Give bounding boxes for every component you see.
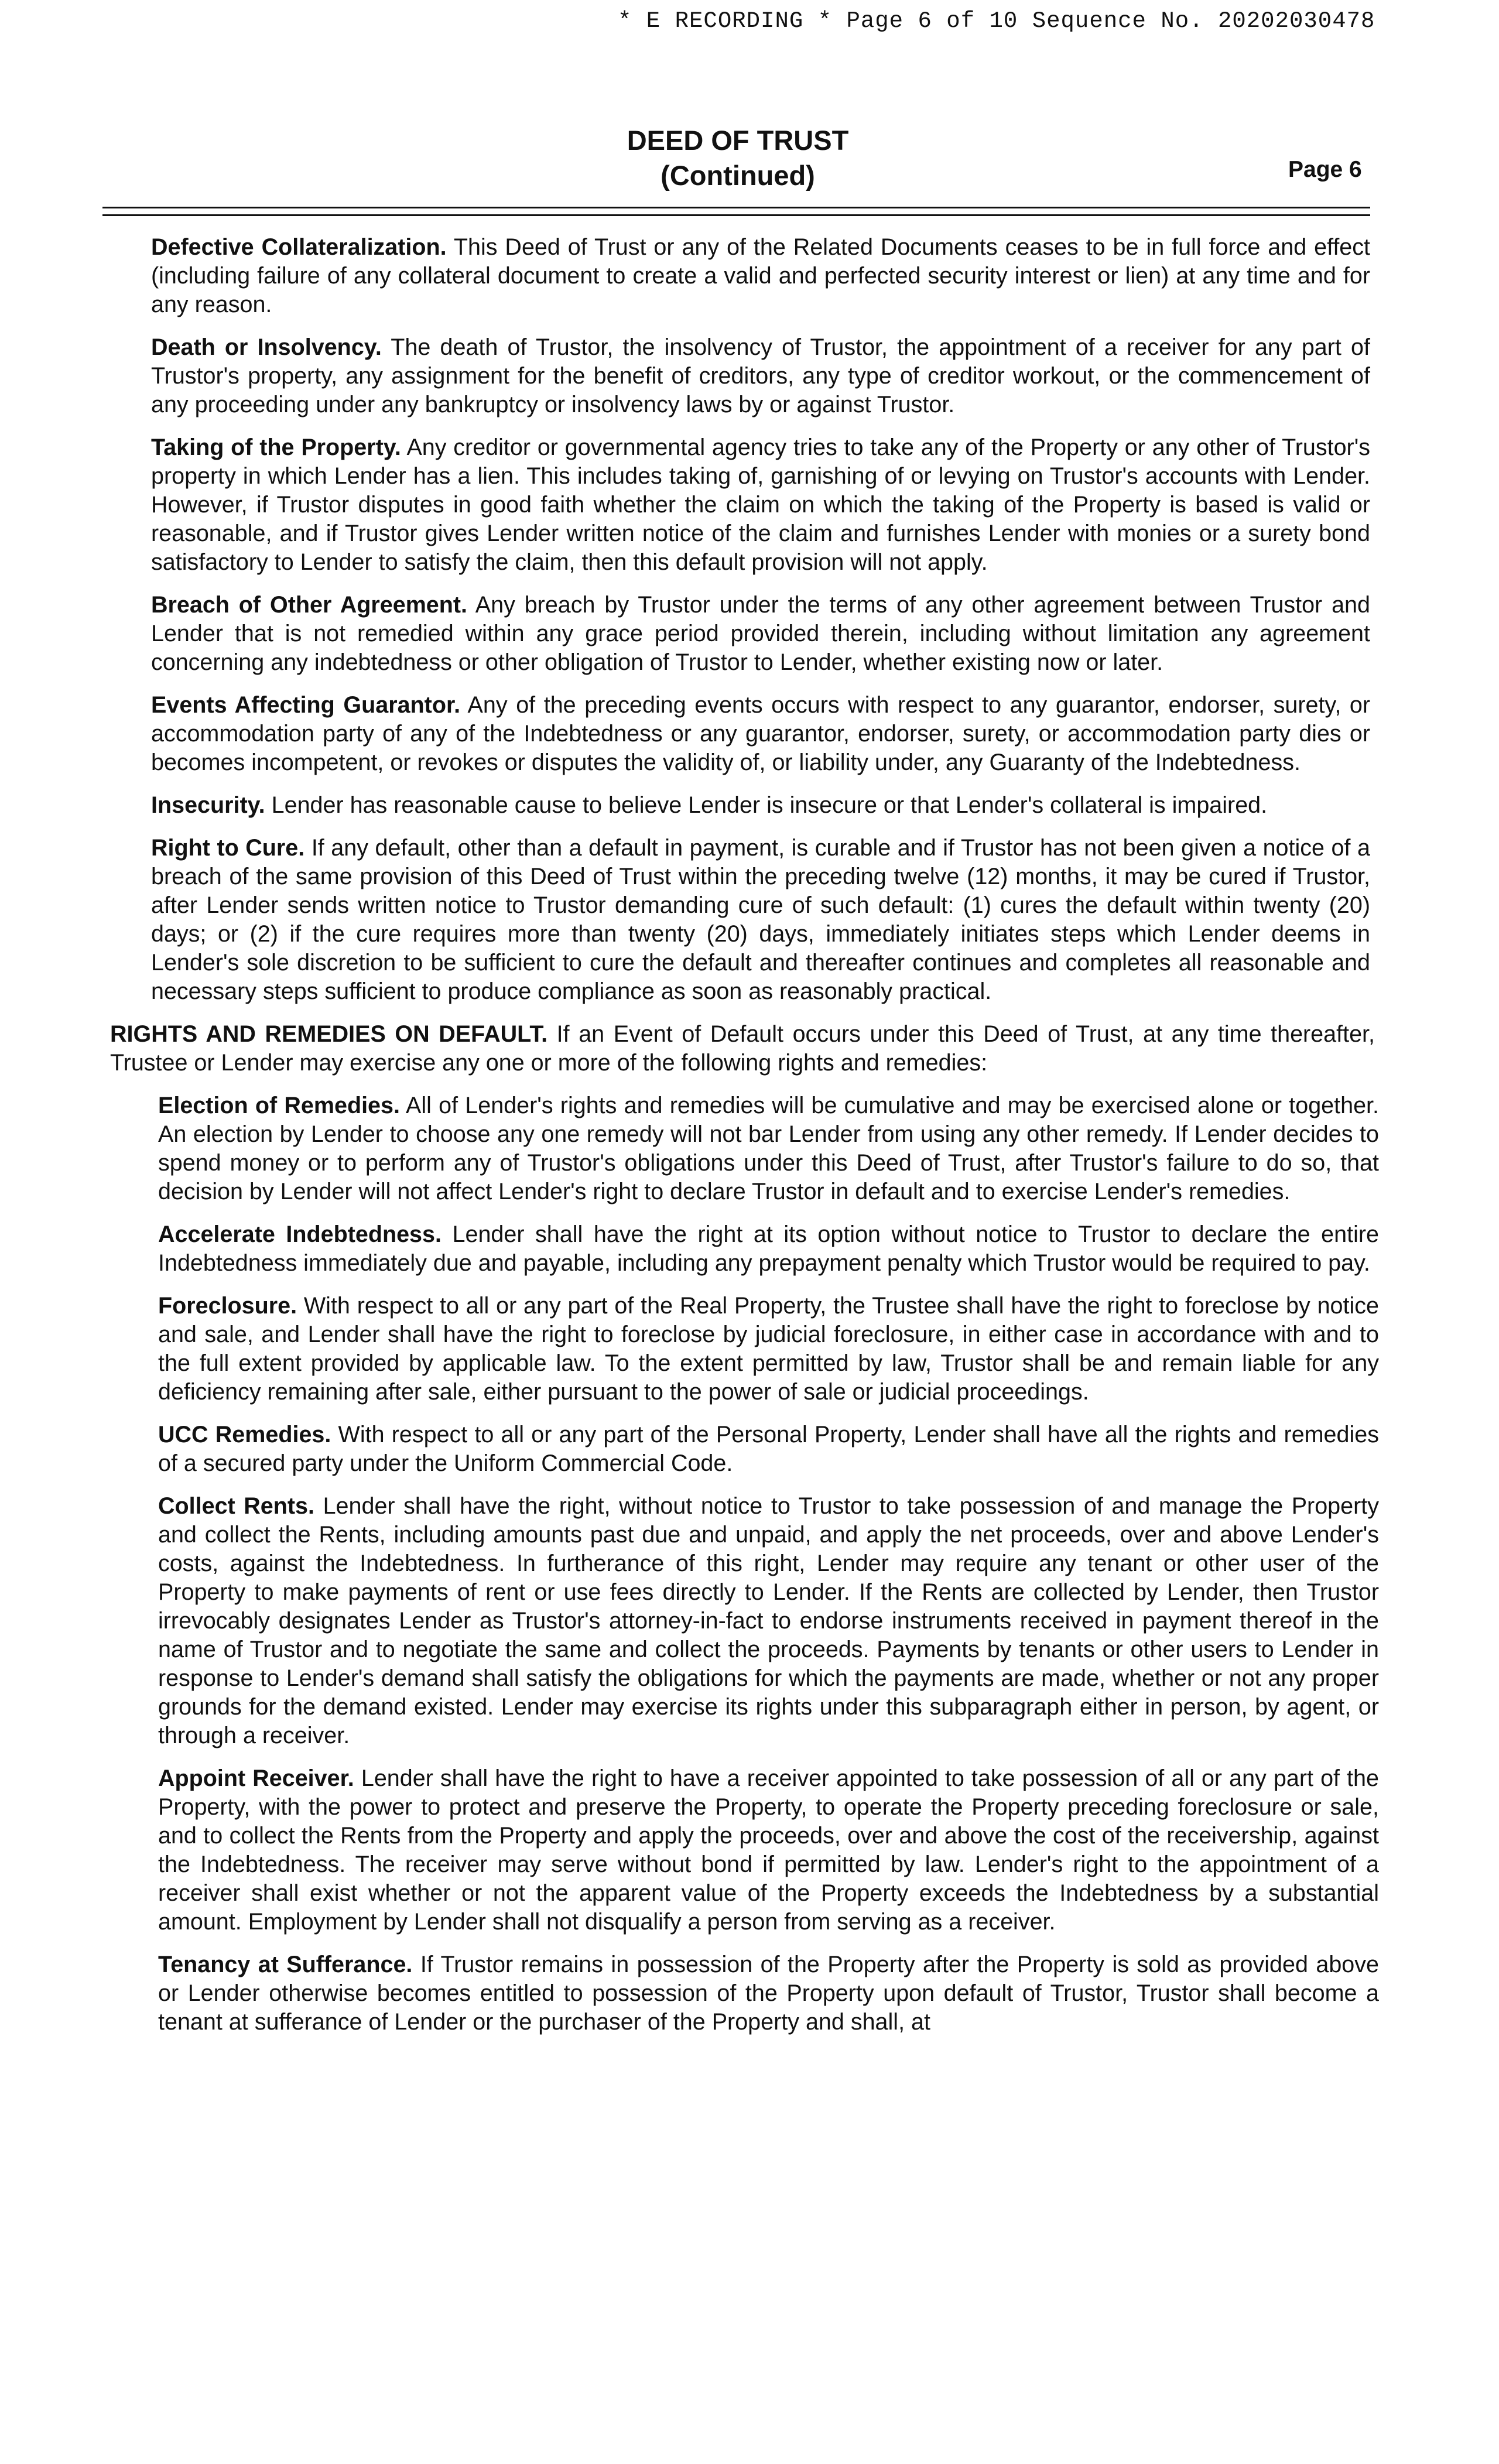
header-rule-bottom — [102, 214, 1370, 216]
clause-text: Lender has reasonable cause to believe Lender is insecure or that Lender's collateral is impaired. — [271, 792, 1268, 818]
clause-text: With respect to all or any part of the Real Property, the Trustee shall have the right to foreclose by notice and sale, and Lender shall have the right to foreclose by judicial foreclosure, in either case in accordance with and to the full extent provided by applicable law. To the extent permitted by law, Trustor shall be and remain liable for any deficiency remaining after sale, either pursuant to the power of sale or judicial proceedings. — [158, 1293, 1379, 1405]
clause-heading: Appoint Receiver. — [158, 1765, 354, 1791]
clause-death-or-insolvency — [151, 333, 1370, 419]
clause-heading: Foreclosure. — [158, 1293, 297, 1319]
clause-text: If any default, other than a default in payment, is curable and if Trustor has not been given a notice of a breach of the same provision of this Deed of Trust within the preceding twelve (12) months, it may be cured if Trustor, after Lender sends written notice to Trustor demanding cure of such default: (1) cures the default within twenty (20) days; or (2) if the cure requires more than twenty (20) days, immediately initiates steps which Lender deems in Lender's sole discretion to be sufficient to cure the default and thereafter continues and completes all reasonable and necessary steps sufficient to produce compliance as soon as reasonably practical. — [151, 835, 1370, 1004]
clause-text: Any creditor or governmental agency tries to take any of the Property or any other of Trustor's property in which Lender has a lien. This includes taking of, garnishing of or levying on Trustor's accounts with Lender. However, if Trustor disputes in good faith whether the claim on which the taking of the Property is based is valid or reasonable, and if Trustor gives Lender written notice of the claim and furnishes Lender with monies or a surety bond satisfactory to Lender to satisfy the claim, then this default provision will not apply. — [151, 434, 1370, 575]
clause-text: If Trustor remains in possession of the Property after the Property is sold as provided above or Lender otherwise becomes entitled to possession of the Property upon default of Trustor, Trustor shall become a tenant at sufferance of Lender or the purchaser of the Property and shall, at — [158, 1952, 1379, 2035]
clause-heading: Events Affecting Guarantor. — [151, 692, 461, 718]
clause-collect-rents — [158, 1492, 1379, 1750]
clause-heading: Election of Remedies. — [158, 1093, 400, 1118]
clause-ucc-remedies — [158, 1421, 1379, 1478]
clause-text: The death of Trustor, the insolvency of Trustor, the appointment of a receiver for any part of Trustor's property, any assignment for the benefit of creditors, any type of creditor workout, or the commencement of any proceeding under any bankruptcy or insolvency laws by or against Trustor. — [151, 334, 1370, 417]
clause-text: Any breach by Trustor under the terms of any other agreement between Trustor and Lender that is not remedied within any grace period provided therein, including without limitation any agreement concerning any indebtedness or other obligation of Trustor to Lender, whether existing now or later. — [151, 592, 1370, 675]
clause-text: With respect to all or any part of the Personal Property, Lender shall have all the rights and remedies of a secured party under the Uniform Commercial Code. — [158, 1422, 1379, 1476]
clause-events-affecting-guarantor — [151, 691, 1370, 777]
title-line-2: (Continued) — [660, 160, 815, 191]
clause-heading: Collect Rents. — [158, 1493, 314, 1519]
section-text: If an Event of Default occurs under this Deed of Trust, at any time thereafter, Trustee or Lender may exercise any one or more of the following rights and remedies: — [110, 1021, 1375, 1076]
clause-heading: Accelerate Indebtedness. — [158, 1221, 442, 1247]
clause-foreclosure — [158, 1292, 1379, 1406]
clause-heading: Defective Collateralization. — [151, 234, 447, 260]
document-title — [0, 123, 1476, 193]
clause-accelerate-indebtedness — [158, 1220, 1379, 1278]
clause-text: Lender shall have the right, without notice to Trustor to take possession of and manage the Property and collect the Rents, including amounts past due and unpaid, and apply the net proceeds, over and above Lender's costs, against the Indebtedness. In furtherance of this right, Lender may require any tenant or other user of the Property to make payments of rent or use fees directly to Lender. If the Rents are collected by Lender, then Trustor irrevocably designates Lender as Trustor's attorney-in-fact to endorse instruments received in payment thereof in the name of Trustor and to negotiate the same and collect the proceeds. Payments by tenants or other users to Lender in response to Lender's demand shall satisfy the obligations for which the payments are made, whether or not any proper grounds for the demand existed. Lender may exercise its rights under this subparagraph either in person, by agent, or through a receiver. — [158, 1493, 1379, 1748]
clause-text: Lender shall have the right to have a receiver appointed to take possession of all or any part of the Property, with the power to protect and preserve the Property, to operate the Property preceding foreclosure or sale, and to collect the Rents from the Property and apply the proceeds, over and above the cost of the receivership, against the Indebtedness. The receiver may serve without bond if permitted by law. Lender's right to the appointment of a receiver shall exist whether or not the apparent value of the Property exceeds the Indebtedness by a substantial amount. Employment by Lender shall not disqualify a person from serving as a receiver. — [158, 1765, 1379, 1935]
clause-breach-of-other-agreement — [151, 591, 1370, 677]
clause-heading: UCC Remedies. — [158, 1422, 331, 1447]
clause-heading: Taking of the Property. — [151, 434, 401, 460]
header-rule-top — [102, 207, 1370, 208]
section-rights-and-remedies — [110, 1020, 1375, 1077]
clause-heading: Breach of Other Agreement. — [151, 592, 468, 618]
clause-taking-of-property — [151, 433, 1370, 577]
clause-text: Lender shall have the right at its option without notice to Trustor to declare the entire Indebtedness immediately due and payable, including any prepayment penalty which Trustor would be required to pay. — [158, 1221, 1379, 1276]
clause-heading: Insecurity. — [151, 792, 265, 818]
document-body — [0, 233, 1499, 2051]
page-number: Page 6 — [1288, 157, 1362, 182]
clause-election-of-remedies — [158, 1091, 1379, 1206]
clause-right-to-cure — [151, 834, 1370, 1006]
clause-text: All of Lender's rights and remedies will be cumulative and may be exercised alone or together. An election by Lender to choose any one remedy will not bar Lender from using any other remedy. If Lender decides to spend money or to perform any of Trustor's obligations under this Deed of Trust, after Trustor's failure to do so, that decision by Lender will not affect Lender's right to declare Trustor in default and to exercise Lender's remedies. — [158, 1093, 1380, 1204]
clause-tenancy-at-sufferance — [158, 1950, 1379, 2037]
clause-text: This Deed of Trust or any of the Related Documents ceases to be in full force and effect (including failure of any collateral document to create a valid and perfected security interest or lien) at any time and for any reason. — [151, 234, 1370, 317]
section-heading: RIGHTS AND REMEDIES ON DEFAULT. — [110, 1021, 548, 1047]
recording-header: * E RECORDING * Page 6 of 10 Sequence No. 20202030478 — [618, 8, 1375, 34]
clause-heading: Death or Insolvency. — [151, 334, 382, 360]
clause-appoint-receiver — [158, 1764, 1379, 1936]
title-line-1: DEED OF TRUST — [627, 125, 849, 156]
clause-text: Any of the preceding events occurs with respect to any guarantor, endorser, surety, or accommodation party of any of the Indebtedness or any guarantor, endorser, surety, or accommodation party dies or becomes incompetent, or revokes or disputes the validity of, or liability under, any Guaranty of the Indebtedness. — [151, 692, 1370, 775]
clause-insecurity — [151, 791, 1370, 820]
clause-heading: Tenancy at Sufferance. — [158, 1952, 413, 1977]
clause-defective-collateralization — [151, 233, 1370, 319]
clause-heading: Right to Cure. — [151, 835, 305, 861]
